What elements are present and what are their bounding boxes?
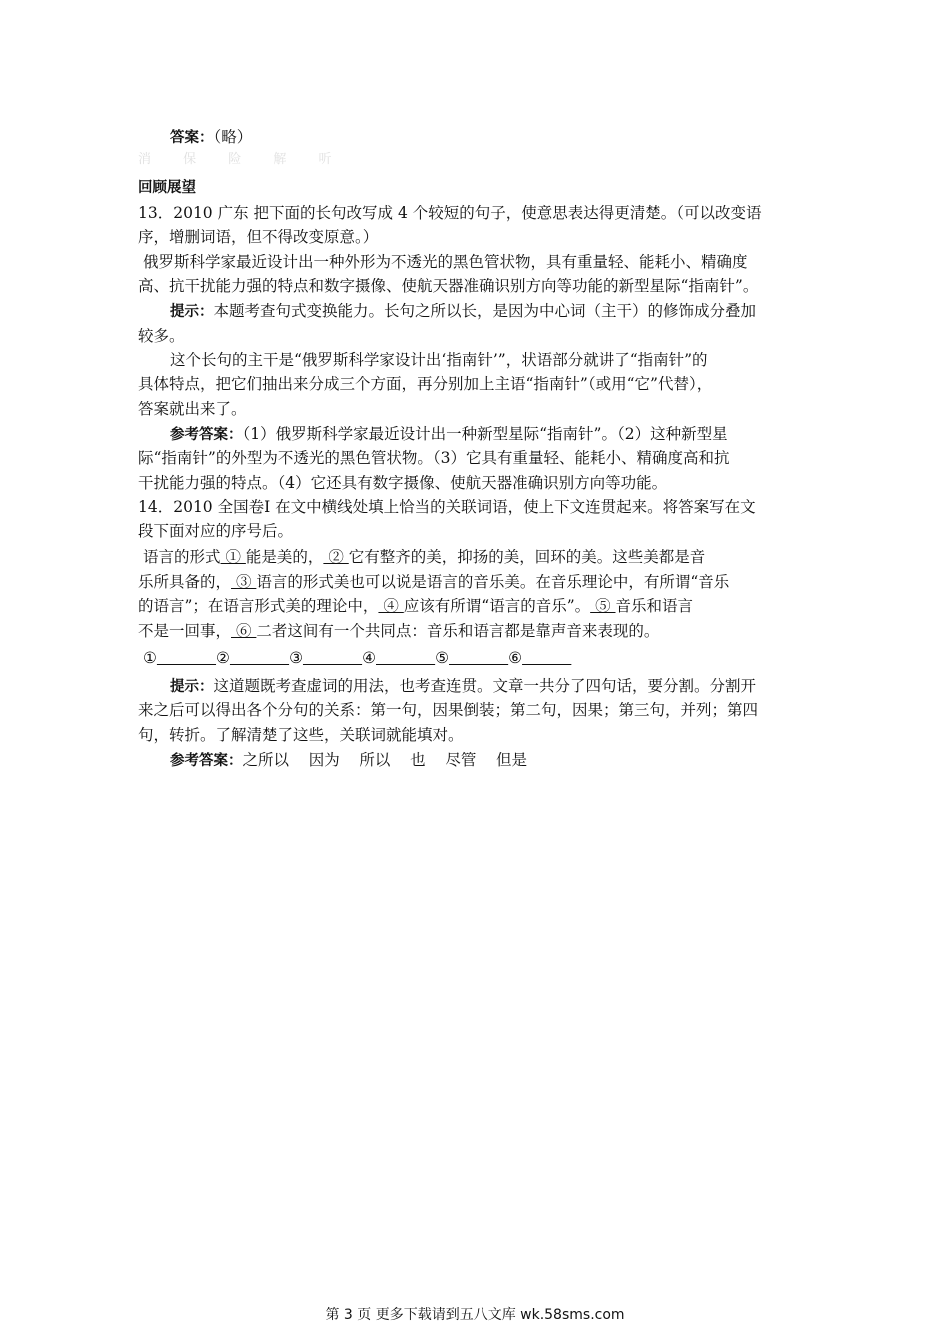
q13-reference-answer: 参考答案：（1）俄罗斯科学家最近设计出一种新型星际“指南针”。（2）这种新型星 [170, 425, 728, 443]
q13-explanation: 这个长句的主干是“俄罗斯科学家设计出‘指南针’”，状语部分就讲了“指南针”的 [170, 351, 708, 369]
q14-hint: 提示：这道题既考查虚词的用法，也考查连贯。文章一共分了四句话，要分割。分割开 [170, 677, 757, 695]
q13-passage-cont: 高、抗干扰能力强的特点和数字摄像、使航天器准确识别方向等功能的新型星际“指南针”。 [138, 277, 759, 295]
answer-slot-1: ① [143, 649, 157, 667]
blank-1: ① [220, 548, 246, 566]
q13-reference-answer-cont2: 干扰能力强的特点。（4）它还具有数字摄像、使航天器准确识别方向等功能。 [138, 474, 668, 492]
q13-heading-cont: 序，增删词语，但不得改变原意。） [138, 228, 379, 246]
q14-passage-line2: 乐所具备的， ③ 语言的形式美也可以说是语言的音乐美。在音乐理论中，有所谓“音乐 [138, 573, 730, 591]
answer-slot-6: ⑥ [508, 649, 523, 667]
q12-answer: 答案：（略） [170, 128, 253, 146]
q13-passage: 俄罗斯科学家最近设计出一种外形为不透光的黑色管状物，具有重量轻、能耗小、精确度 [143, 253, 748, 271]
page-footer: 第 3 页 更多下载请到五八文库 wk.58sms.com [325, 1307, 625, 1323]
q14-reference-answer: 参考答案：之所以 因为 所以 也 尽管 但是 [170, 751, 528, 769]
answer-slot-2: ② [216, 649, 230, 667]
blank-3: ③ [231, 573, 257, 591]
q14-passage-line1: 语言的形式 ① 能是美的， ② 它有整齐的美，抑扬的美，回环的美。这些美都是音 [143, 548, 706, 566]
q13-hint: 提示：本题考查句式变换能力。长句之所以长，是因为中心词（主干）的修饰成分叠加 [170, 302, 757, 320]
q14-heading: 14．2010 全国卷Ⅰ 在文中横线处填上恰当的关联词语，使上下文连贯起来。将答案写在文 [138, 498, 756, 516]
q14-passage-line4: 不是一回事， ⑥ 二者这间有一个共同点：音乐和语言都是靠声音来表现的。 [138, 622, 660, 640]
q13-hint-cont: 较多。 [138, 327, 185, 345]
q13-heading: 13．2010 广东 把下面的长句改写成 4 个较短的句子，使意思表达得更清楚。（可以改变语 [138, 204, 762, 222]
blank-5: ⑤ [590, 597, 616, 615]
faint-watermark-line: 消 保 险 解 听 [138, 152, 346, 167]
blank-6: ⑥ [231, 622, 257, 640]
blank-4: ④ [378, 597, 404, 615]
blank-2: ② [323, 548, 349, 566]
section-title: 回顾展望 [138, 180, 196, 196]
q13-explanation-cont: 具体特点，把它们抽出来分成三个方面，再分别加上主语“指南针”（或用“它”代替）， [138, 375, 713, 393]
answer-slot-5: ⑤ [435, 649, 450, 667]
q13-reference-answer-cont: 际“指南针”的外型为不透光的黑色管状物。（3）它具有重量轻、能耗小、精确度高和抗 [138, 449, 730, 467]
q13-explanation-cont2: 答案就出来了。 [138, 400, 247, 418]
q14-hint-cont2: 句，转折。了解清楚了这些，关联词就能填对。 [138, 726, 464, 744]
q14-passage-line3: 的语言”；在语言形式美的理论中， ④ 应该有所谓“语言的音乐”。 ⑤ 音乐和语言 [138, 597, 694, 615]
answer-slot-4: ④ [362, 649, 376, 667]
q14-hint-cont: 来之后可以得出各个分句的关系：第一句，因果倒装；第二句，因果；第三句，并列；第四 [138, 701, 759, 719]
answer-slot-3: ③ [289, 649, 303, 667]
q14-heading-cont: 段下面对应的序号后。 [138, 522, 294, 540]
q14-answer-slots [143, 648, 571, 668]
